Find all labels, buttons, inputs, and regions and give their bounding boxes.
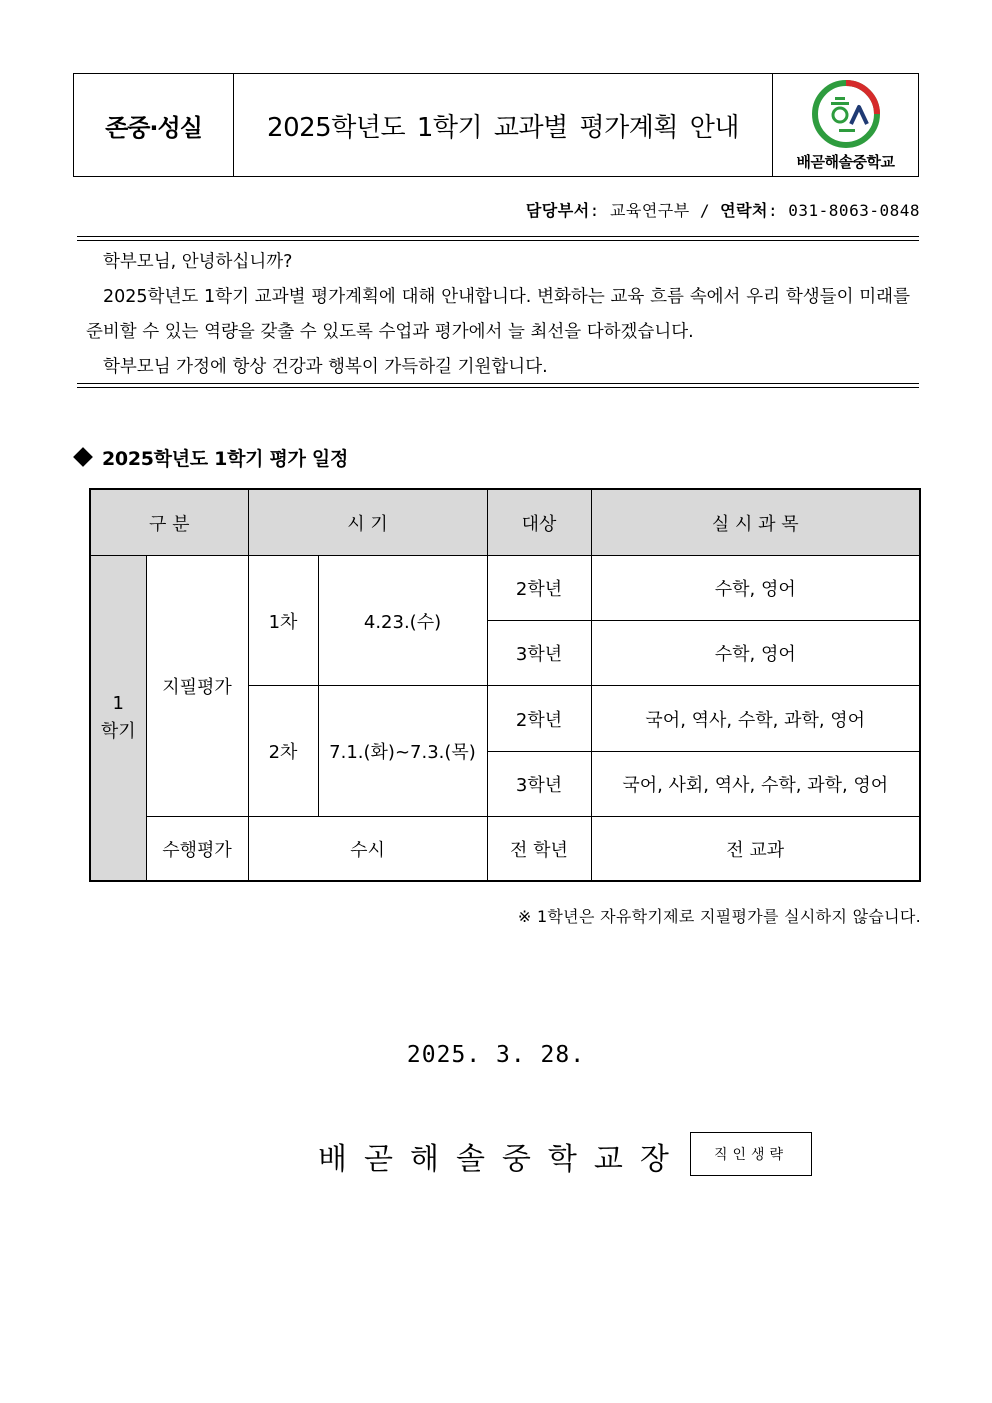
diamond-bullet-icon xyxy=(73,447,93,467)
school-motto: 존중·성실 xyxy=(74,74,234,176)
written-eval-cell: 지필평가 xyxy=(146,556,248,817)
subjects-cell: 수학, 영어 xyxy=(591,621,920,686)
school-logo-text: 배곧해솔중학교 xyxy=(796,152,895,171)
document-header xyxy=(73,73,919,177)
divider-top-2 xyxy=(77,240,919,241)
dept-value: : 교육연구부 / xyxy=(589,201,721,220)
phone-value: : 031-8063-0848 xyxy=(768,201,920,220)
grade-cell: 3학년 xyxy=(487,621,591,686)
subjects-cell: 수학, 영어 xyxy=(591,556,920,621)
performance-eval-cell: 수행평가 xyxy=(146,817,248,881)
semester-cell: 1 학기 xyxy=(90,556,146,881)
header-target: 대상 xyxy=(487,489,591,556)
grade-cell: 3학년 xyxy=(487,752,591,817)
divider-bottom-2 xyxy=(77,387,919,388)
table-header-row xyxy=(90,489,920,556)
contact-info xyxy=(526,198,920,221)
section-title-text: 2025학년도 1학기 평가 일정 xyxy=(102,448,349,470)
intro-paragraph: 2025학년도 1학기 교과별 평가계획에 대해 안내합니다. 변화하는 교육 흐름 속에서 우리 학생들이 미래를 준비할 수 있는 역량을 갖출 수 있도록 수업과 평가에서 늘 최선을 다하겠습니다. xyxy=(86,287,910,342)
seal-omitted-box: 직인생략 xyxy=(690,1132,812,1176)
subjects-cell: 국어, 역사, 수학, 과학, 영어 xyxy=(591,686,920,752)
school-emblem-icon xyxy=(811,79,881,149)
performance-subjects-cell: 전 교과 xyxy=(591,817,920,881)
school-logo xyxy=(773,74,918,176)
section-title xyxy=(74,444,348,471)
table-row xyxy=(90,556,920,621)
intro-letter xyxy=(86,245,910,385)
document-date: 2025. 3. 28. xyxy=(406,1042,586,1068)
footnote: ※ 1학년은 자유학기제로 지필평가를 실시하지 않습니다. xyxy=(517,907,921,926)
round-2-date-cell: 7.1.(화)~7.3.(목) xyxy=(318,686,487,817)
round-2-cell: 2차 xyxy=(248,686,318,817)
performance-target-cell: 전 학년 xyxy=(487,817,591,881)
divider-top-1 xyxy=(77,236,919,237)
evaluation-schedule-table xyxy=(89,488,921,882)
phone-label: 연락처 xyxy=(720,201,768,220)
dept-label: 담당부서 xyxy=(525,201,590,220)
document-title: 2025학년도 1학기 교과별 평가계획 안내 xyxy=(234,74,773,176)
header-period: 시 기 xyxy=(248,489,487,556)
header-category: 구 분 xyxy=(90,489,248,556)
principal-signature: 배곧해솔중학교장 xyxy=(318,1142,686,1177)
grade-cell: 2학년 xyxy=(487,686,591,752)
header-subjects: 실 시 과 목 xyxy=(591,489,920,556)
grade-cell: 2학년 xyxy=(487,556,591,621)
round-1-date-cell: 4.23.(수) xyxy=(318,556,487,686)
round-1-cell: 1차 xyxy=(248,556,318,686)
divider-bottom-1 xyxy=(77,383,919,384)
table-row xyxy=(90,817,920,881)
intro-greeting: 학부모님, 안녕하십니까? xyxy=(103,252,293,272)
intro-closing: 학부모님 가정에 항상 건강과 행복이 가득하길 기원합니다. xyxy=(103,357,548,377)
performance-period-cell: 수시 xyxy=(248,817,487,881)
subjects-cell: 국어, 사회, 역사, 수학, 과학, 영어 xyxy=(591,752,920,817)
